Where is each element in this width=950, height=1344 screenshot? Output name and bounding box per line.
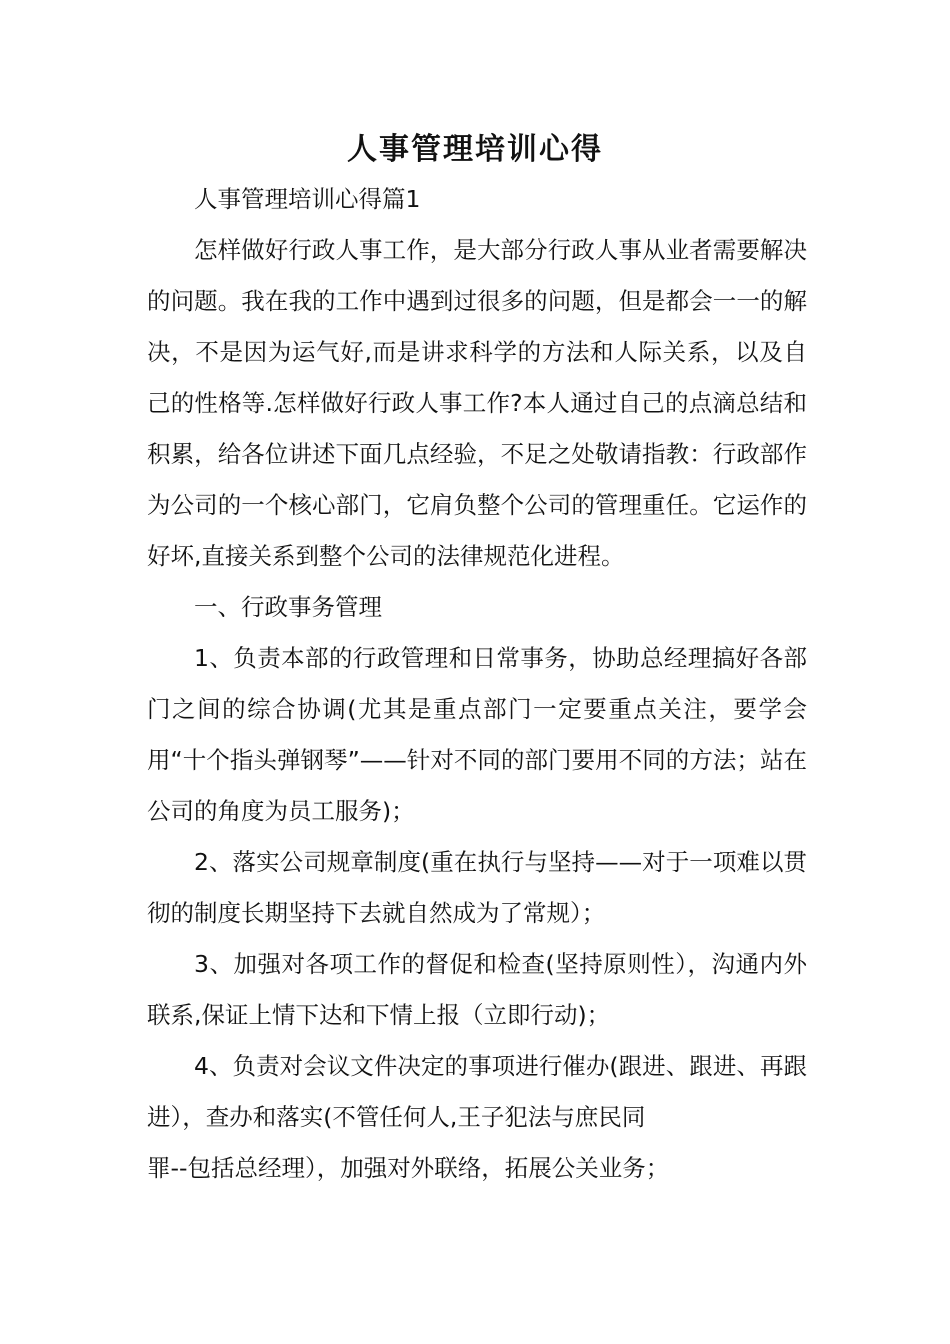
list-item-4: 4、负责对会议文件决定的事项进行催办(跟进、跟进、再跟进），查办和落实(不管任何人,王子犯法与庶民同 罪--包括总经理），加强对外联络，拓展公关业务； (147, 1052, 807, 1182)
list-item-2: 2、落实公司规章制度(重在执行与坚持——对于一项难以贯彻的制度长期坚持下去就自然成为了常规）； (147, 848, 807, 927)
list-item-3: 3、加强对各项工作的督促和检查(坚持原则性），沟通内外联系,保证上情下达和下情上报（立即行动)； (147, 950, 807, 1029)
document-body (147, 174, 807, 1194)
list-item-1: 1、负责本部的行政管理和日常事务，协助总经理搞好各部门之间的综合协调(尤其是重点部门一定要重点关注，要学会用“十个指头弹钢琴”——针对不同的部门要用不同的方法；站在公司的角度为员工服务)； (147, 644, 807, 825)
paragraph-intro: 怎样做好行政人事工作，是大部分行政人事从业者需要解决的问题。我在我的工作中遇到过很多的问题，但是都会一一的解决，不是因为运气好,而是讲求科学的方法和人际关系，以及自己的性格等.怎样做好行政人事工作?本人通过自己的点滴总结和积累，给各位讲述下面几点经验，不足之处敬请指教：行政部作为公司的一个核心部门，它肩负整个公司的管理重任。它运作的好坏,直接关系到整个公司的法律规范化进程。 (147, 236, 807, 570)
section-heading: 一、行政事务管理 (194, 593, 382, 621)
paragraph-subtitle: 人事管理培训心得篇1 (194, 185, 421, 213)
document-title: 人事管理培训心得 (347, 132, 603, 167)
